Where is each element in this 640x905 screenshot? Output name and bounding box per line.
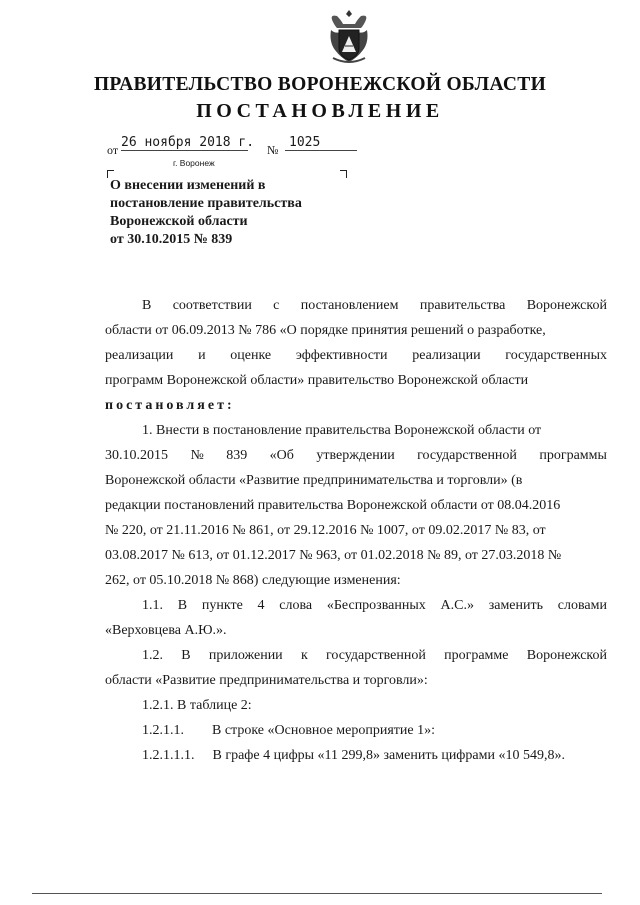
document-body [105,293,607,768]
word: и [198,348,206,363]
word: к [300,648,308,663]
date-prefix: от [107,143,119,157]
text-line [105,468,607,493]
word: области от 06.09.2013 № 786 «О порядке принятия решений о разработке, [105,323,546,338]
word: В [142,298,152,313]
word: № [190,448,204,463]
text-line [105,318,607,343]
word: Воронежской области «Развитие предпринимательства и торговли» (в [105,473,523,488]
item-1-2-1-1 [105,718,607,743]
word: 839 [226,448,248,463]
number-sign: № [267,143,279,157]
word: программы [539,448,607,463]
number-underline [285,150,357,151]
date-underline [121,150,248,151]
item-1 [105,418,607,593]
subject-line: от 30.10.2015 № 839 [110,232,233,247]
word: программе [444,648,509,663]
word: 1.1. [142,598,163,613]
word: 262, от 05.10.2018 № 868) следующие изменения: [105,573,401,588]
subject-line: О внесении изменений в [110,178,266,193]
document-type: ПОСТАНОВЛЕНИЕ [196,100,444,122]
word: А.С.» [440,598,474,613]
resolves-line [105,393,607,418]
text-line [105,543,607,568]
word: В [181,648,191,663]
word: пункте [201,598,243,613]
text-line [105,593,607,618]
word: 4 [257,598,265,613]
word: с [273,298,280,313]
word: государственной [417,448,517,463]
document-date: 26 ноября 2018 г. [121,135,255,150]
word: В [177,598,188,613]
date-number-row [107,135,357,157]
word: 1. Внести в постановление правительства Воронежской области от [142,423,542,438]
text-line [105,443,607,468]
text-line [105,368,607,393]
word: «Об [269,448,294,463]
bottom-rule [32,893,602,894]
word: словами [557,598,607,613]
item-1-1 [105,593,607,643]
word: соответствии [172,298,252,313]
text-line [105,668,607,693]
subject-corner-right [340,170,347,178]
text-line [105,293,607,318]
word: редакции постановлений правительства Воронежской области от 08.04.2016 [105,498,561,513]
word: программ Воронежской области» правительство Воронежской области [105,373,529,388]
text-line [105,343,607,368]
word: государственной [326,648,426,663]
text-line [105,518,607,543]
resolves-word: постановляет: [105,398,235,413]
word: утверждении [316,448,395,463]
preamble [105,293,607,393]
subject-line: Воронежской области [110,214,248,229]
text-line [105,568,607,593]
subject-line: постановление правительства [110,196,302,211]
word: оценке [230,348,272,363]
word: государственных [505,348,607,363]
document-subject [110,177,302,249]
word: № 220, от 21.11.2016 № 861, от 29.12.2016 № 1007, от 09.02.2017 № 83, от [105,523,546,538]
word: Воронежской [526,298,607,313]
item-1-2 [105,643,607,693]
document-number: 1025 [289,135,321,150]
word: «Верховцева А.Ю.». [105,623,227,638]
item-text: В строке «Основное мероприятие 1»: [212,723,436,738]
text-line [105,493,607,518]
word: эффективности [295,348,388,363]
city: г. Воронеж [173,158,215,168]
text-line [105,643,607,668]
item-text: В графе 4 цифры «11 299,8» заменить цифрами «10 549,8». [212,748,565,763]
org-title: ПРАВИТЕЛЬСТВО ВОРОНЕЖСКОЙ ОБЛАСТИ [93,74,547,95]
word: постановлением [300,298,399,313]
word: заменить [488,598,544,613]
word: слова [279,598,313,613]
item-1-2-1: 1.2.1. В таблице 2: [142,698,252,713]
item-number: 1.2.1.1.1. [142,748,195,763]
word: реализации [412,348,481,363]
word: Воронежской [526,648,607,663]
item-number: 1.2.1.1. [142,723,184,738]
word: «Беспрозванных [326,598,426,613]
word: 03.08.2017 № 613, от 01.12.2017 № 963, от 01.02.2018 № 89, от 27.03.2018 № [105,548,562,563]
text-line [105,418,607,443]
item-1-2-1-1-1 [105,743,607,768]
word: области «Развитие предпринимательства и торговли»: [105,673,428,688]
coat-of-arms-icon [327,8,371,66]
word: 1.2. [142,648,163,663]
text-line [105,618,607,643]
word: приложении [208,648,283,663]
word: 30.10.2015 [105,448,168,463]
word: правительства [419,298,506,313]
word: реализации [105,348,174,363]
